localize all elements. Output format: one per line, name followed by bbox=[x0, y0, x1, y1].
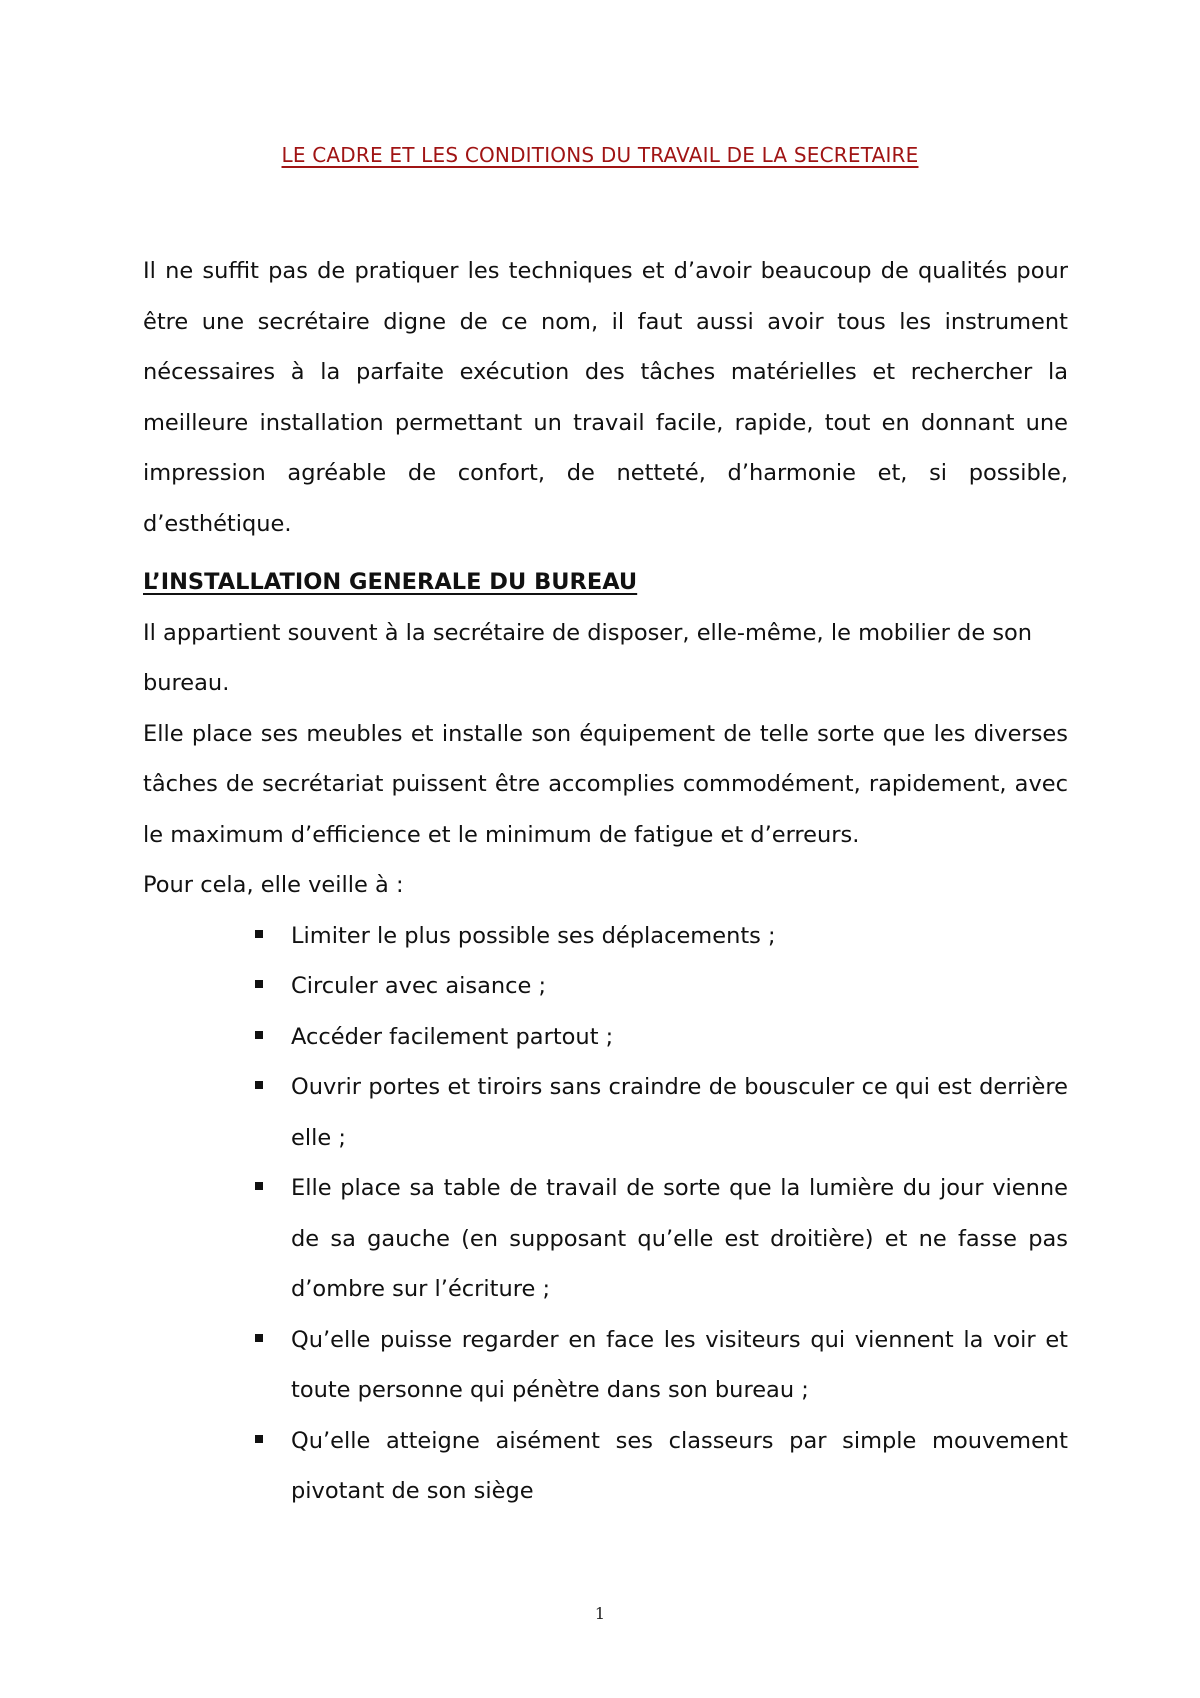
square-bullet-icon bbox=[255, 980, 263, 988]
document-body bbox=[143, 246, 1068, 1517]
list-item-text: Circuler avec aisance ; bbox=[291, 973, 547, 999]
list-item-text: Qu’elle atteigne aisément ses classeurs par simple mouvement pivotant de son siège bbox=[291, 1427, 1068, 1504]
section-paragraph-2: Elle place ses meubles et installe son équipement de telle sorte que les diverses tâches de secrétariat puissent être accomplies commodément, rapidement, avec le maximum d’efficience et le minimum de fatigue et d’erreurs. bbox=[143, 720, 1068, 848]
page-number: 1 bbox=[594, 1604, 606, 1623]
square-bullet-icon bbox=[255, 1081, 263, 1089]
square-bullet-icon bbox=[255, 1182, 263, 1190]
section-heading: L’INSTALLATION GENERALE DU BUREAU bbox=[143, 569, 638, 595]
square-bullet-icon bbox=[255, 1435, 263, 1443]
bullet-list bbox=[143, 911, 1068, 1517]
intro-paragraph: Il ne suffit pas de pratiquer les techniques et d’avoir beaucoup de qualités pour être une secrétaire digne de ce nom, il faut aussi avoir tous les instrument nécessaires à la parfaite exécution des tâches matérielles et rechercher la meilleure installation permettant un travail facile, rapide, tout en donnant une impression agréable de confort, de netteté, d’harmonie et, si possible, d’esthétique. bbox=[143, 258, 1068, 537]
list-item-text: Accéder facilement partout ; bbox=[291, 1023, 614, 1050]
list-item-text: Limiter le plus possible ses déplacements ; bbox=[291, 922, 776, 949]
square-bullet-icon bbox=[255, 1334, 263, 1342]
list-item bbox=[143, 1163, 1068, 1315]
list-item bbox=[143, 1012, 1068, 1063]
document-title: LE CADRE ET LES CONDITIONS DU TRAVAIL DE LA SECRETAIRE bbox=[281, 143, 919, 167]
list-item-text: Elle place sa table de travail de sorte que la lumière du jour vienne de sa gauche (en supposant qu’elle est droitière) et ne fasse pas d’ombre sur l’écriture ; bbox=[291, 1175, 1068, 1302]
list-item-text: Ouvrir portes et tiroirs sans craindre de bousculer ce qui est derrière elle ; bbox=[291, 1074, 1068, 1151]
section-paragraph-1: Il appartient souvent à la secrétaire de disposer, elle-même, le mobilier de son bureau. bbox=[143, 619, 1033, 696]
list-lead-in: Pour cela, elle veille à : bbox=[143, 872, 404, 898]
square-bullet-icon bbox=[255, 1031, 263, 1039]
list-item bbox=[143, 1062, 1068, 1163]
square-bullet-icon bbox=[255, 930, 263, 938]
list-item bbox=[143, 1315, 1068, 1416]
list-item-text: Qu’elle puisse regarder en face les visiteurs qui viennent la voir et toute personne qui pénètre dans son bureau ; bbox=[291, 1326, 1068, 1403]
list-item bbox=[143, 911, 1068, 962]
list-item bbox=[143, 961, 1068, 1012]
list-item bbox=[143, 1416, 1068, 1517]
